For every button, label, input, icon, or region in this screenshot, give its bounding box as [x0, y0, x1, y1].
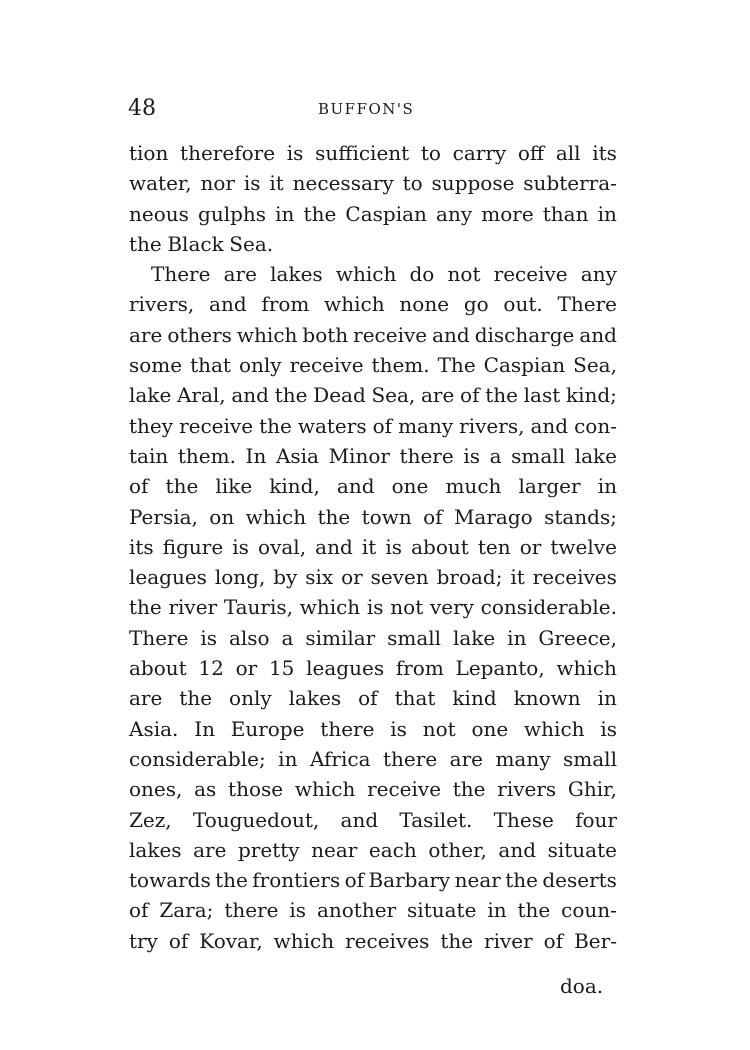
text-line: about 12 or 15 leagues from Lepanto, which: [129, 656, 617, 681]
text-line: lakes are pretty near each other, and situate: [129, 837, 617, 862]
catchword: doa.: [560, 974, 604, 998]
page-header: [0, 96, 750, 128]
text-line: There is also a similar small lake in Greece,: [129, 625, 617, 650]
text-line: the Black Sea.: [129, 231, 274, 256]
text-line: are others which both receive and discharge and: [129, 322, 617, 347]
text-line: water, nor is it necessary to suppose subterra-: [129, 171, 617, 196]
text-line: Zez, Touguedout, and Tasilet. These four: [129, 807, 617, 832]
text-line: are the only lakes of that kind known in: [129, 686, 617, 711]
text-line: lake Aral, and the Dead Sea, are of the last kind;: [129, 383, 617, 408]
body-text: [129, 138, 617, 956]
text-line: neous gulphs in the Caspian any more than in: [129, 201, 617, 226]
text-line: of the like kind, and one much larger in: [129, 474, 617, 499]
page-number: 48: [128, 96, 156, 121]
text-line: tain them. In Asia Minor there is a small lake: [129, 443, 617, 468]
running-title: BUFFON'S: [318, 100, 415, 118]
text-line: leagues long, by six or seven broad; it receives: [129, 565, 617, 590]
text-line: Persia, on which the town of Marago stands;: [129, 504, 617, 529]
text-line: ones, as those which receive the rivers Ghir,: [129, 777, 617, 802]
text-line: its figure is oval, and it is about ten or twelve: [129, 534, 617, 559]
text-line: the river Tauris, which is not very considerable.: [129, 595, 617, 620]
text-line: Asia. In Europe there is not one which is: [129, 716, 617, 741]
text-line: they receive the waters of many rivers, and con-: [129, 413, 617, 438]
text-line: towards the frontiers of Barbary near the deserts: [129, 868, 617, 893]
text-line: rivers, and from which none go out. There: [129, 292, 617, 317]
text-line: There are lakes which do not receive any: [151, 262, 617, 287]
text-line: some that only receive them. The Caspian Sea,: [129, 353, 617, 378]
text-line: try of Kovar, which receives the river of Ber-: [129, 928, 617, 953]
text-line: tion therefore is sufficient to carry off all its: [129, 141, 617, 165]
text-line: considerable; in Africa there are many small: [129, 746, 617, 771]
text-line: of Zara; there is another situate in the coun-: [129, 898, 617, 923]
